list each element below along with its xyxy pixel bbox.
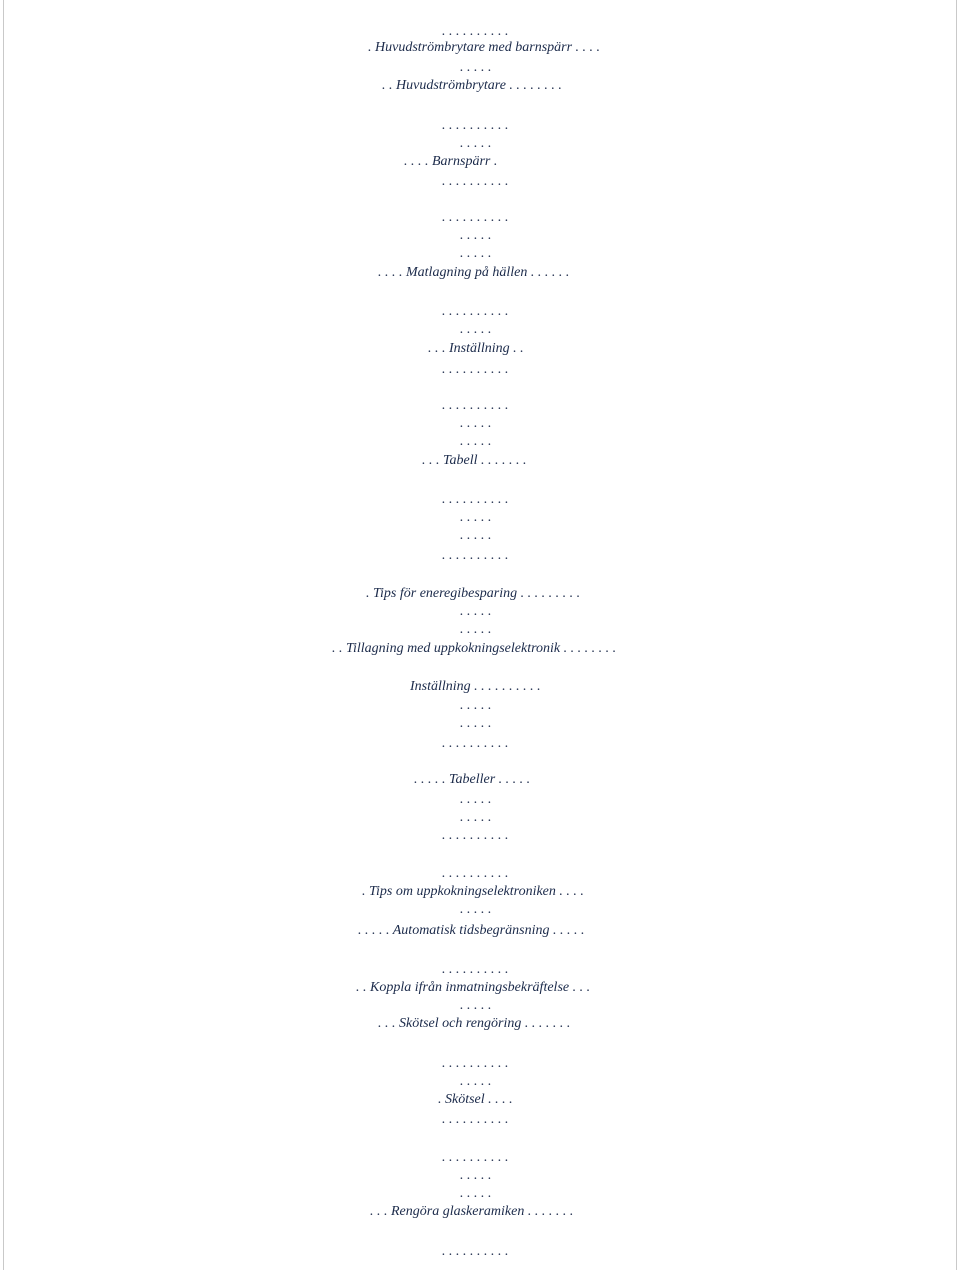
toc-line: . . . . . Automatisk tidsbegränsning . . . . . [358,923,585,938]
toc-line: . . . . . [460,604,492,619]
toc-line: . . . Inställning . . [428,341,524,356]
toc-line: . . . . . . . . . . [442,1056,509,1071]
toc-line: . . . . . . . . . . [442,828,509,843]
toc-line: . . . . . . . . . . [442,210,509,225]
toc-line: . . . . Barnspärr . [404,154,498,169]
toc-line: . . . . . [460,322,492,337]
toc-line: . . . . . . . . . . [442,118,509,133]
toc-line: . . Huvudströmbrytare . . . . . . . . [382,78,562,93]
toc-line: . . . . . . . . . . [442,1244,509,1259]
toc-line: . . . . . [460,1168,492,1183]
toc-line: . . . . . [460,810,492,825]
toc-line: . . . . Matlagning på hällen . . . . . . [378,265,570,280]
toc-line: . . . . . . . . . . [442,362,509,377]
toc-line: . . . . . . . . . . [442,962,509,977]
toc-line: . . . . . [460,698,492,713]
toc-line: . Skötsel . . . . [438,1092,513,1107]
toc-line: . . . Tabell . . . . . . . [422,453,527,468]
toc-line: . . . . . [460,60,492,75]
toc-line: . . . . . [460,902,492,917]
toc-line: . . . . . . . . . . [442,866,509,881]
toc-line: . . . . . [460,528,492,543]
toc-line: . . . . . [460,716,492,731]
toc-line: . . . . . [460,434,492,449]
toc-line: . . . . . Tabeller . . . . . [414,772,531,787]
toc-line: . . . . . . . . . . [442,174,509,189]
toc-line: . . Tillagning med uppkokningselektronik . . . . . . . . [332,641,617,656]
toc-line: . . . . . . . . . . [442,398,509,413]
toc-line: . Tips för eneregibesparing . . . . . . . . . [366,586,581,601]
toc-line: . . . . . . . . . . [442,1150,509,1165]
toc-line: . . . . . . . . . . [442,304,509,319]
toc-line: . . . . . [460,792,492,807]
toc-line: Inställning . . . . . . . . . . [410,679,541,694]
toc-line: . . . . . . . . . . [442,492,509,507]
toc-line: . . . . . [460,1074,492,1089]
toc-line: . . . . . . . . . . [442,24,509,39]
toc-line: . . . . . [460,136,492,151]
toc-line: . . . . . [460,228,492,243]
toc-line: . . . . . [460,1186,492,1201]
toc-line: . . . . . . . . . . [442,1112,509,1127]
toc-line: . . . . . [460,998,492,1013]
toc-line: . Tips om uppkokningselektroniken . . . . [362,884,584,899]
toc-line: . . . . . . . . . . [442,736,509,751]
toc-line: . . . Skötsel och rengöring . . . . . . . [378,1016,571,1031]
toc-line: . . Koppla ifrån inmatningsbekräftelse . . . [356,980,591,995]
toc-line: . . . . . [460,510,492,525]
toc-line: . . . . . [460,622,492,637]
toc-line: . . . . . . . . . . [442,548,509,563]
toc-line: . . . . . [460,416,492,431]
toc-line: . . . Rengöra glaskeramiken . . . . . . . [370,1204,574,1219]
toc-line: . . . . . [460,246,492,261]
toc-line: . Huvudströmbrytare med barnspärr . . . . [368,40,601,55]
